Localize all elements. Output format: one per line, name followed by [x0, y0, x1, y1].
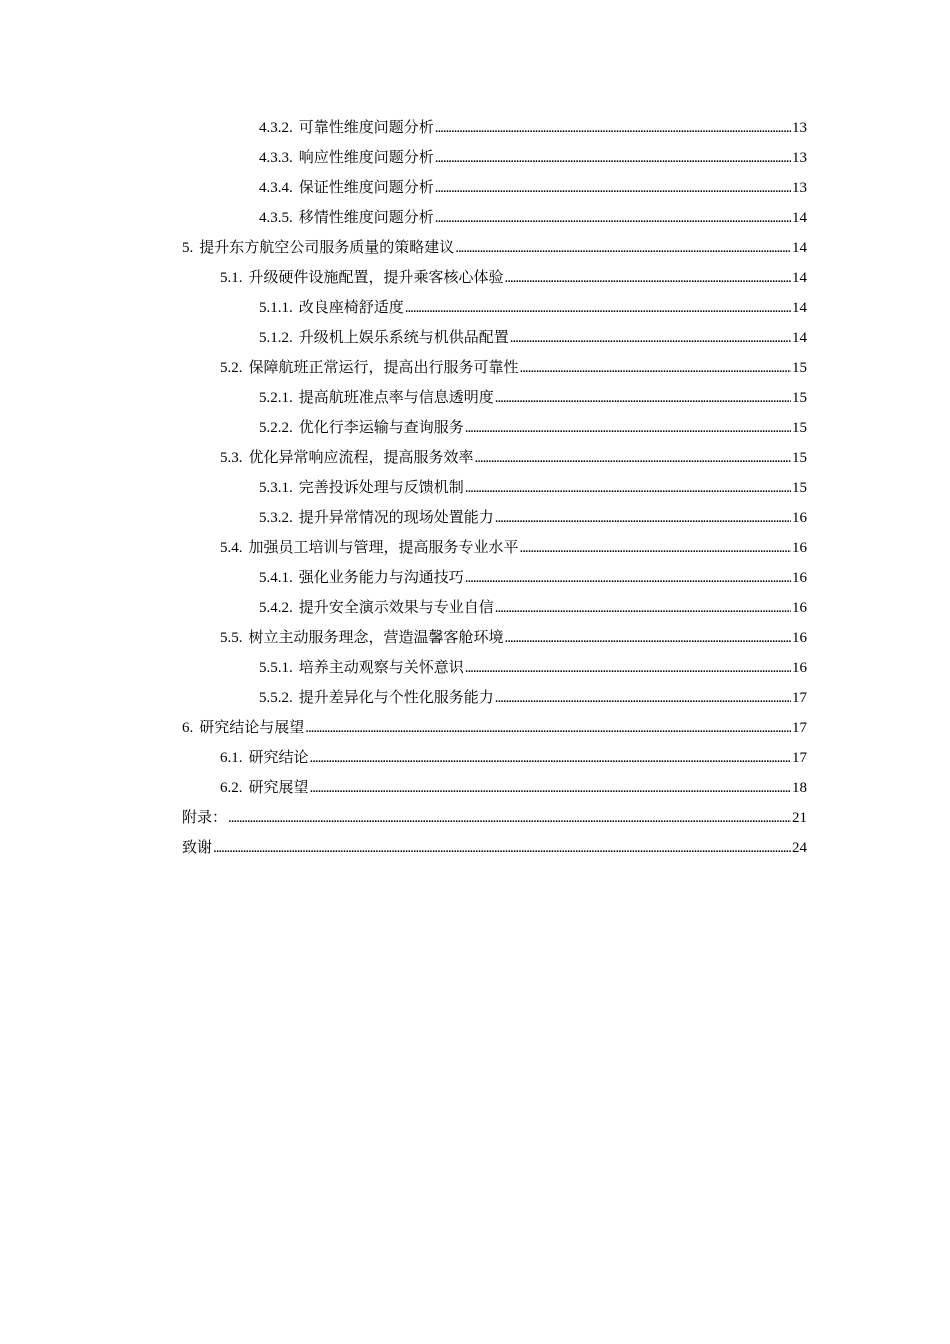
toc-entry[interactable] [182, 203, 807, 233]
toc-entry-title: 附录： [182, 810, 228, 826]
toc-dot-leader [465, 653, 791, 683]
toc-entry[interactable] [182, 833, 807, 863]
toc-entry-number: 5.2.2. [259, 420, 293, 436]
toc-entry-page-number: 15 [792, 360, 807, 376]
toc-dot-leader [495, 503, 791, 533]
toc-entry[interactable] [182, 413, 807, 443]
toc-entry-page-number: 15 [792, 420, 807, 436]
toc-entry-title: 完善投诉处理与反馈机制 [298, 480, 464, 496]
toc-dot-leader [475, 443, 791, 473]
toc-entry-number: 5.3.1. [259, 480, 293, 496]
toc-entry[interactable] [182, 233, 807, 263]
toc-entry[interactable] [182, 263, 807, 293]
toc-dot-leader [435, 203, 791, 233]
toc-entry[interactable] [182, 143, 807, 173]
toc-entry-title: 研究结论与展望 [199, 720, 305, 736]
table-of-contents [182, 113, 807, 863]
toc-entry-page-number: 24 [792, 840, 807, 856]
toc-entry-page-number: 17 [792, 690, 807, 706]
toc-dot-leader [435, 143, 791, 173]
toc-entry-page-number: 21 [792, 810, 807, 826]
toc-entry[interactable] [182, 113, 807, 143]
toc-entry-title: 提升差异化与个性化服务能力 [298, 690, 494, 706]
toc-entry[interactable] [182, 173, 807, 203]
toc-entry-title: 优化异常响应流程，提高服务效率 [248, 450, 474, 466]
toc-dot-leader [405, 293, 791, 323]
toc-entry[interactable] [182, 743, 807, 773]
toc-entry[interactable] [182, 593, 807, 623]
toc-dot-leader [495, 383, 791, 413]
toc-dot-leader [520, 533, 791, 563]
toc-entry[interactable] [182, 803, 807, 833]
toc-entry-title: 改良座椅舒适度 [298, 300, 404, 316]
toc-entry-number: 6.1. [220, 750, 243, 766]
toc-dot-leader [228, 803, 791, 833]
toc-entry-page-number: 14 [792, 240, 807, 256]
toc-entry-page-number: 16 [792, 540, 807, 556]
toc-entry-title: 保障航班正常运行，提高出行服务可靠性 [248, 360, 519, 376]
toc-entry-page-number: 17 [792, 720, 807, 736]
toc-entry-page-number: 14 [792, 270, 807, 286]
toc-entry-title: 提升东方航空公司服务质量的策略建议 [199, 240, 455, 256]
toc-dot-leader [310, 773, 791, 803]
toc-entry-page-number: 16 [792, 660, 807, 676]
toc-entry-title: 培养主动观察与关怀意识 [298, 660, 464, 676]
toc-entry-page-number: 16 [792, 570, 807, 586]
toc-entry-page-number: 16 [792, 630, 807, 646]
toc-entry-title: 树立主动服务理念，营造温馨客舱环境 [248, 630, 504, 646]
toc-entry-number: 5. [182, 240, 194, 256]
toc-entry-number: 4.3.5. [259, 210, 293, 226]
toc-entry-page-number: 16 [792, 600, 807, 616]
toc-dot-leader [455, 233, 791, 263]
toc-entry-page-number: 15 [792, 390, 807, 406]
toc-entry-title: 响应性维度问题分析 [298, 150, 434, 166]
toc-entry[interactable] [182, 653, 807, 683]
toc-entry-page-number: 15 [792, 480, 807, 496]
toc-entry-number: 5.2.1. [259, 390, 293, 406]
toc-entry-number: 5.4.2. [259, 600, 293, 616]
toc-dot-leader [520, 353, 791, 383]
toc-dot-leader [505, 623, 791, 653]
toc-dot-leader [465, 563, 791, 593]
toc-dot-leader [495, 683, 791, 713]
toc-entry-number: 5.1.2. [259, 330, 293, 346]
toc-entry-title: 提高航班准点率与信息透明度 [298, 390, 494, 406]
toc-dot-leader [505, 263, 791, 293]
toc-entry[interactable] [182, 773, 807, 803]
toc-entry-title: 加强员工培训与管理，提高服务专业水平 [248, 540, 519, 556]
toc-entry-number: 5.5.2. [259, 690, 293, 706]
toc-entry-page-number: 17 [792, 750, 807, 766]
toc-entry[interactable] [182, 383, 807, 413]
toc-entry[interactable] [182, 563, 807, 593]
toc-dot-leader [495, 593, 791, 623]
toc-entry-number: 5.4.1. [259, 570, 293, 586]
toc-entry[interactable] [182, 683, 807, 713]
toc-entry-number: 5.1.1. [259, 300, 293, 316]
toc-entry[interactable] [182, 443, 807, 473]
toc-entry-title: 提升异常情况的现场处置能力 [298, 510, 494, 526]
toc-entry-title: 强化业务能力与沟通技巧 [298, 570, 464, 586]
toc-list [182, 113, 807, 863]
toc-entry[interactable] [182, 533, 807, 563]
toc-entry[interactable] [182, 623, 807, 653]
toc-entry[interactable] [182, 323, 807, 353]
toc-entry[interactable] [182, 713, 807, 743]
toc-entry-page-number: 18 [792, 780, 807, 796]
toc-dot-leader [435, 173, 791, 203]
toc-dot-leader [465, 413, 791, 443]
toc-entry-page-number: 14 [792, 330, 807, 346]
toc-entry-page-number: 15 [792, 450, 807, 466]
toc-entry-number: 5.5. [220, 630, 243, 646]
toc-entry-page-number: 13 [792, 120, 807, 136]
toc-entry-number: 5.3. [220, 450, 243, 466]
toc-entry-number: 5.4. [220, 540, 243, 556]
toc-entry-page-number: 13 [792, 150, 807, 166]
toc-dot-leader [305, 713, 791, 743]
toc-entry-title: 致谢 [182, 840, 213, 856]
toc-entry-number: 4.3.2. [259, 120, 293, 136]
toc-entry-title: 优化行李运输与查询服务 [298, 420, 464, 436]
toc-entry-page-number: 16 [792, 510, 807, 526]
toc-entry-number: 6. [182, 720, 194, 736]
toc-entry-number: 5.2. [220, 360, 243, 376]
toc-entry-number: 6.2. [220, 780, 243, 796]
toc-entry-number: 5.5.1. [259, 660, 293, 676]
toc-entry-title: 保证性维度问题分析 [298, 180, 434, 196]
toc-entry-title: 提升安全演示效果与专业自信 [298, 600, 494, 616]
toc-entry-page-number: 14 [792, 210, 807, 226]
toc-entry-title: 可靠性维度问题分析 [298, 120, 434, 136]
toc-dot-leader [465, 473, 791, 503]
toc-entry-title: 研究结论 [248, 750, 309, 766]
toc-entry-number: 5.1. [220, 270, 243, 286]
toc-entry-number: 4.3.4. [259, 180, 293, 196]
toc-entry-title: 升级硬件设施配置，提升乘客核心体验 [248, 270, 504, 286]
toc-entry[interactable] [182, 473, 807, 503]
toc-entry-title: 移情性维度问题分析 [298, 210, 434, 226]
toc-dot-leader [310, 743, 791, 773]
toc-entry-title: 升级机上娱乐系统与机供品配置 [298, 330, 509, 346]
toc-dot-leader [435, 113, 791, 143]
toc-entry-page-number: 13 [792, 180, 807, 196]
toc-entry[interactable] [182, 293, 807, 323]
toc-entry[interactable] [182, 503, 807, 533]
toc-dot-leader [510, 323, 791, 353]
toc-entry[interactable] [182, 353, 807, 383]
toc-dot-leader [213, 833, 791, 863]
toc-entry-page-number: 14 [792, 300, 807, 316]
toc-entry-number: 5.3.2. [259, 510, 293, 526]
toc-entry-number: 4.3.3. [259, 150, 293, 166]
toc-entry-title: 研究展望 [248, 780, 309, 796]
